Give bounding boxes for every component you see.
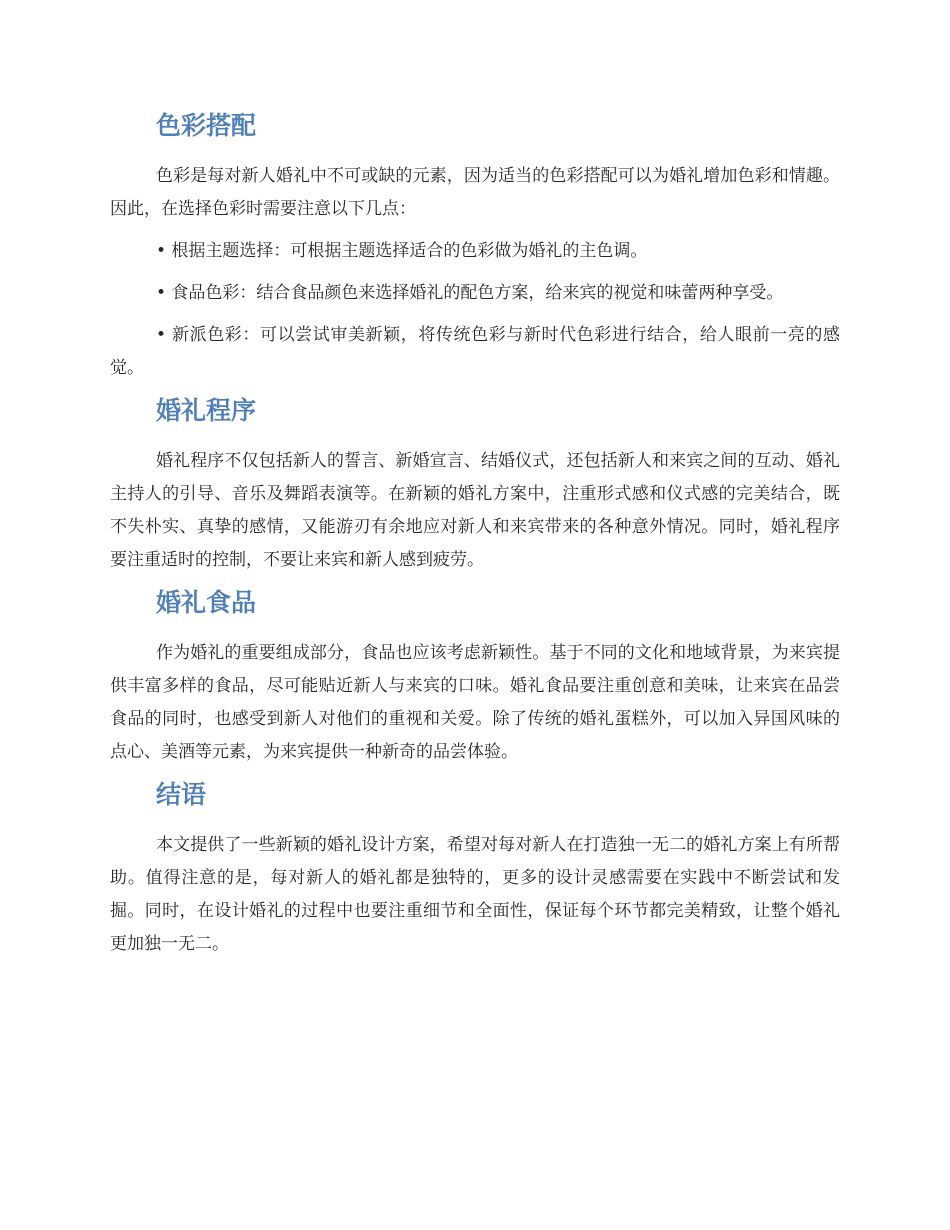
section-title-program: 婚礼程序 xyxy=(156,396,257,425)
section-title-conclusion: 结语 xyxy=(156,780,207,809)
bullet-theme: • 根据主题选择：可根据主题选择适合的色彩做为婚礼的主色调。 xyxy=(156,241,648,261)
paragraph-color-intro: 色彩是每对新人婚礼中不可或缺的元素，因为适当的色彩搭配可以为婚礼增加色彩和情趣。因此，在选择色彩时需要注意以下几点： xyxy=(110,166,840,219)
paragraph-food: 作为婚礼的重要组成部分，食品也应该考虑新颖性。基于不同的文化和地域背景，为来宾提供丰富多样的食品，尽可能贴近新人与来宾的口味。婚礼食品要注重创意和美味，让来宾在品尝食品的同时，也感受到新人对他们的重视和关爱。除了传统的婚礼蛋糕外，可以加入异国风味的点心、美酒等元素，为来宾提供一种新奇的品尝体验。 xyxy=(110,643,840,762)
section-title-food: 婚礼食品 xyxy=(156,588,257,617)
paragraph-program: 婚礼程序不仅包括新人的誓言、新婚宣言、结婚仪式，还包括新人和来宾之间的互动、婚礼主持人的引导、音乐及舞蹈表演等。在新颖的婚礼方案中，注重形式感和仪式感的完美结合，既不失朴实、真挚的感情，又能游刃有余地应对新人和来宾带来的各种意外情况。同时，婚礼程序要注重适时的控制，不要让来宾和新人感到疲劳。 xyxy=(110,451,840,570)
paragraph-conclusion: 本文提供了一些新颖的婚礼设计方案，希望对每对新人在打造独一无二的婚礼方案上有所帮助。值得注意的是，每对新人的婚礼都是独特的，更多的设计灵感需要在实践中不断尝试和发掘。同时，在设计婚礼的过程中也要注重细节和全面性，保证每个环节都完美精致，让整个婚礼更加独一无二。 xyxy=(110,835,840,954)
bullet-new-style: • 新派色彩：可以尝试审美新颖，将传统色彩与新时代色彩进行结合，给人眼前一亮的感觉。 xyxy=(110,325,840,378)
section-title-color: 色彩搭配 xyxy=(156,111,257,140)
bullet-food-color: • 食品色彩：结合食品颜色来选择婚礼的配色方案，给来宾的视觉和味蕾两种享受。 xyxy=(156,283,784,303)
document-page xyxy=(110,106,840,961)
